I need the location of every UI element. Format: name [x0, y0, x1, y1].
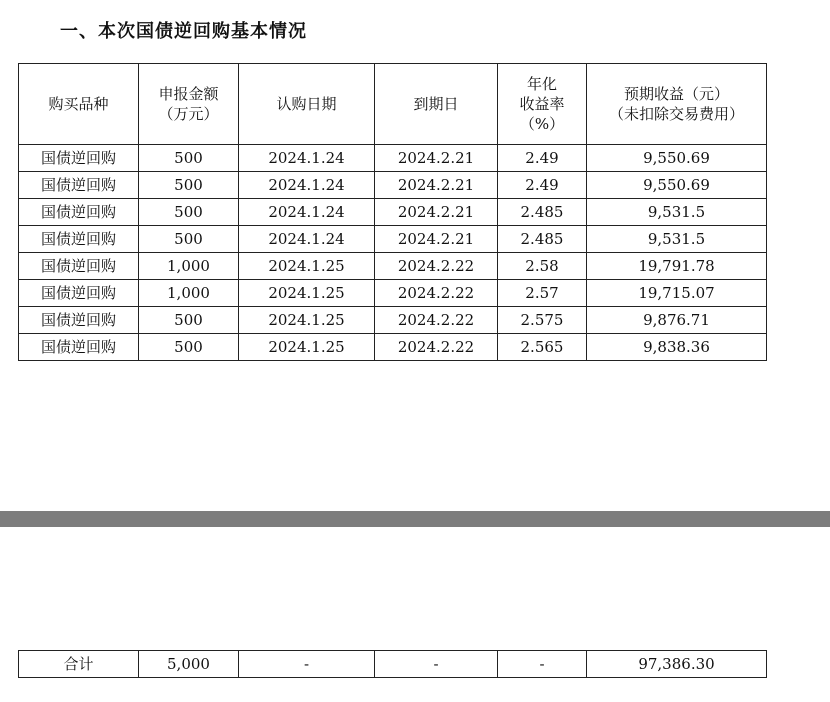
page-separator-bar: [0, 511, 830, 527]
total-label: 合计: [19, 651, 139, 678]
total-due-date: -: [375, 651, 498, 678]
cell-subscription-date: 2024.1.25: [239, 334, 375, 361]
total-amount: 5,000: [139, 651, 239, 678]
cell-rate: 2.485: [498, 199, 587, 226]
cell-amount: 500: [139, 334, 239, 361]
cell-product: 国债逆回购: [19, 307, 139, 334]
cell-rate: 2.49: [498, 145, 587, 172]
cell-rate: 2.485: [498, 226, 587, 253]
cell-amount: 500: [139, 145, 239, 172]
table-row: [19, 199, 767, 226]
total-rate: -: [498, 651, 587, 678]
header-income-line1: 预期收益（元）: [623, 85, 729, 103]
cell-income: 19,791.78: [587, 253, 767, 280]
cell-product: 国债逆回购: [19, 253, 139, 280]
cell-amount: 1,000: [139, 280, 239, 307]
header-subscription-date: 认购日期: [239, 64, 375, 145]
cell-due-date: 2024.2.21: [375, 199, 498, 226]
cell-product: 国债逆回购: [19, 199, 139, 226]
cell-subscription-date: 2024.1.24: [239, 172, 375, 199]
total-income: 97,386.30: [587, 651, 767, 678]
cell-income: 19,715.07: [587, 280, 767, 307]
header-due-date: 到期日: [375, 64, 498, 145]
cell-rate: 2.565: [498, 334, 587, 361]
total-row: [19, 651, 767, 678]
cell-amount: 500: [139, 226, 239, 253]
cell-income: 9,531.5: [587, 199, 767, 226]
cell-subscription-date: 2024.1.24: [239, 199, 375, 226]
cell-due-date: 2024.2.22: [375, 334, 498, 361]
repo-table: [18, 63, 767, 361]
cell-amount: 500: [139, 199, 239, 226]
cell-product: 国债逆回购: [19, 280, 139, 307]
cell-subscription-date: 2024.1.25: [239, 307, 375, 334]
section-title: 一、本次国债逆回购基本情况: [60, 21, 307, 42]
cell-product: 国债逆回购: [19, 226, 139, 253]
cell-income: 9,876.71: [587, 307, 767, 334]
header-rate-line3: （%）: [519, 115, 565, 133]
cell-due-date: 2024.2.22: [375, 253, 498, 280]
table-header-row: [19, 64, 767, 145]
header-rate-line1: 年化: [526, 75, 557, 93]
cell-amount: 500: [139, 172, 239, 199]
cell-amount: 1,000: [139, 253, 239, 280]
cell-due-date: 2024.2.21: [375, 145, 498, 172]
table-row: [19, 334, 767, 361]
header-income: [587, 64, 767, 145]
cell-rate: 2.57: [498, 280, 587, 307]
table-row: [19, 307, 767, 334]
cell-amount: 500: [139, 307, 239, 334]
cell-income: 9,550.69: [587, 172, 767, 199]
header-product: 购买品种: [19, 64, 139, 145]
header-income-line2: （未扣除交易费用）: [608, 105, 744, 123]
header-rate-line2: 收益率: [519, 95, 565, 113]
cell-income: 9,531.5: [587, 226, 767, 253]
table-row: [19, 145, 767, 172]
cell-due-date: 2024.2.22: [375, 307, 498, 334]
header-amount: [139, 64, 239, 145]
table-row: [19, 172, 767, 199]
cell-subscription-date: 2024.1.24: [239, 226, 375, 253]
cell-due-date: 2024.2.21: [375, 226, 498, 253]
table-row: [19, 226, 767, 253]
header-amount-line2: （万元）: [158, 105, 219, 123]
header-rate: [498, 64, 587, 145]
cell-rate: 2.49: [498, 172, 587, 199]
total-subscription-date: -: [239, 651, 375, 678]
table-row: [19, 280, 767, 307]
cell-income: 9,550.69: [587, 145, 767, 172]
cell-due-date: 2024.2.21: [375, 172, 498, 199]
cell-subscription-date: 2024.1.25: [239, 253, 375, 280]
cell-income: 9,838.36: [587, 334, 767, 361]
cell-rate: 2.58: [498, 253, 587, 280]
total-table: [18, 650, 767, 678]
cell-product: 国债逆回购: [19, 172, 139, 199]
table-row: [19, 253, 767, 280]
cell-product: 国债逆回购: [19, 145, 139, 172]
header-amount-line1: 申报金额: [158, 85, 219, 103]
cell-product: 国债逆回购: [19, 334, 139, 361]
cell-subscription-date: 2024.1.24: [239, 145, 375, 172]
cell-rate: 2.575: [498, 307, 587, 334]
cell-due-date: 2024.2.22: [375, 280, 498, 307]
table-body: [19, 145, 767, 361]
cell-subscription-date: 2024.1.25: [239, 280, 375, 307]
